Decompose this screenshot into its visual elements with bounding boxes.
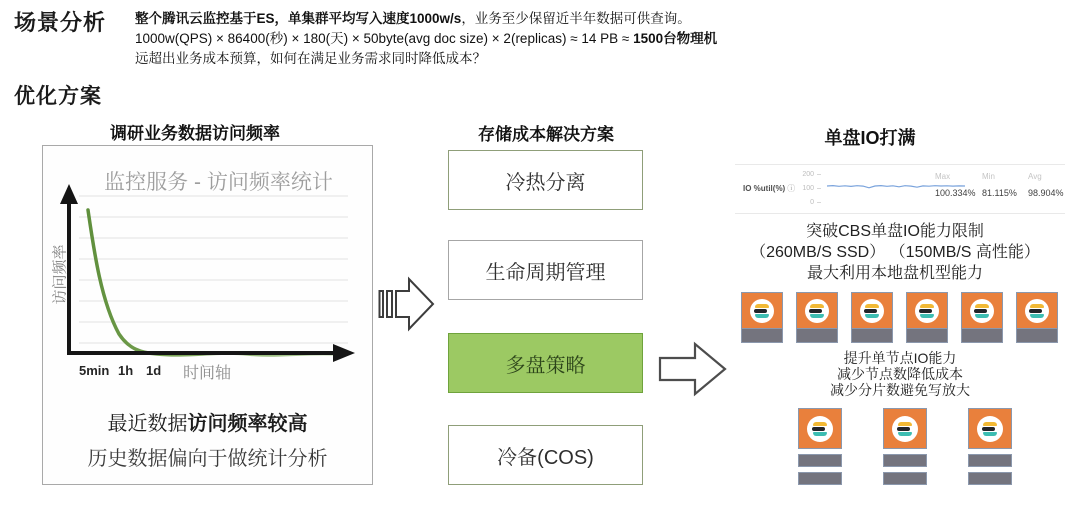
cbs-line-1: 突破CBS单盘IO能力限制 xyxy=(806,223,984,240)
elasticsearch-logo-icon xyxy=(750,299,774,323)
elasticsearch-logo-icon xyxy=(805,299,829,323)
elasticsearch-logo-icon xyxy=(1025,299,1049,323)
node-line-3: 减少分片数避免写放大 xyxy=(830,382,970,398)
access-frequency-curve xyxy=(88,210,339,355)
y-axis-label: 访问频率 xyxy=(51,244,69,305)
x-tick-1d: 1d xyxy=(146,363,162,378)
elasticsearch-logo-icon xyxy=(807,416,833,442)
stat-value: 100.334% xyxy=(935,188,976,198)
shard-bar xyxy=(883,472,927,485)
scenario-line-3: 远超出业务成本预算，如何在满足业务需求同时降低成本？ xyxy=(135,51,486,66)
cbs-line-3: 最大利用本地盘机型能力 xyxy=(806,265,983,282)
io-metric-text: IO %util(%) xyxy=(743,184,786,193)
io-monitor-panel xyxy=(735,164,1065,214)
shard-bar xyxy=(798,472,842,485)
disk-strip xyxy=(906,329,948,343)
node-line-2: 减少节点数降低成本 xyxy=(837,366,963,382)
es-disk-icon xyxy=(961,292,1003,343)
shard-bar xyxy=(968,472,1012,485)
solution-box-multi-disk-strategy xyxy=(448,333,643,393)
shard-bar xyxy=(883,454,927,467)
solution-label: 冷热分离 xyxy=(505,171,586,194)
solution-box-cold-hot-separation xyxy=(448,150,643,210)
stat-value: 98.904% xyxy=(1028,188,1064,198)
cbs-capability-text xyxy=(725,221,1065,284)
optimization-heading: 优化方案 xyxy=(14,85,102,108)
survey-heading: 调研业务数据访问频率 xyxy=(110,124,280,143)
disk-strip xyxy=(961,329,1003,343)
es-disk-icon xyxy=(851,292,893,343)
scenario-analysis-text xyxy=(135,9,975,69)
es-disk-icon xyxy=(1016,292,1058,343)
es-disk-icon xyxy=(906,292,948,343)
es-node-icon xyxy=(883,408,927,485)
elasticsearch-logo-icon xyxy=(970,299,994,323)
axes xyxy=(60,184,355,362)
solution-label: 冷备(COS) xyxy=(497,446,594,469)
io-stat-avg xyxy=(1028,172,1080,198)
x-tick-1h: 1h xyxy=(118,363,134,378)
io-heading: 单盘IO打满 xyxy=(824,128,916,148)
shard-bar xyxy=(798,454,842,467)
scenario-line-1-bold: 整个腾讯云监控基于ES，单集群平均写入速度1000w/s xyxy=(135,11,462,26)
elasticsearch-logo-icon xyxy=(915,299,939,323)
disk-strip xyxy=(851,329,893,343)
right-arrow-icon xyxy=(658,338,728,400)
chart-title: 监控服务 - 访问频率统计 xyxy=(104,171,333,194)
chart-note-history: 历史数据偏向于做统计分析 xyxy=(87,448,328,470)
es-disk-icon xyxy=(741,292,783,343)
es-node-icon xyxy=(798,408,842,485)
y-tick-label: 100 xyxy=(802,184,814,192)
stat-label: Avg xyxy=(1028,172,1042,181)
cbs-line-2: （260MB/S SSD） （150MB/S 高性能） xyxy=(750,244,1040,261)
elasticsearch-logo-icon xyxy=(977,416,1003,442)
elasticsearch-logo-icon xyxy=(892,416,918,442)
disk-strip xyxy=(1016,329,1058,343)
striped-arrow-icon xyxy=(378,274,435,334)
es-disk-icon xyxy=(796,292,838,343)
solution-label: 多盘策略 xyxy=(505,354,586,377)
node-benefit-text xyxy=(760,350,1040,398)
io-y-ticks xyxy=(785,167,821,209)
scenario-line-2 xyxy=(135,29,975,49)
y-tick-label: 0 xyxy=(810,198,814,206)
stat-label: Min xyxy=(982,172,995,181)
scenario-line-2-bold: 1500台物理机 xyxy=(633,31,718,46)
chart-note-recent xyxy=(43,407,372,436)
solution-box-cold-backup-cos xyxy=(448,425,643,485)
scenario-line-2-main: 1000w(QPS) × 86400(秒) × 180(天) × 50byte(avg doc size) × 2(replicas) ≈ 14 PB ≈ xyxy=(135,31,634,46)
scenario-line-1-rest: ，业务至少保留近半年数据可供查询。 xyxy=(461,11,691,26)
shard-bar xyxy=(968,454,1012,467)
es-disk-row xyxy=(741,292,1058,343)
y-tick-label: 200 xyxy=(802,170,814,178)
solution-box-lifecycle-management xyxy=(448,240,643,300)
es-node-row xyxy=(798,408,1012,485)
node-line-1: 提升单节点IO能力 xyxy=(843,350,957,366)
note-recent-bold: 访问频率较高 xyxy=(187,413,308,435)
note-recent-prefix: 最近数据 xyxy=(107,413,188,435)
scenario-heading: 场景分析 xyxy=(14,10,107,35)
stat-value: 81.115% xyxy=(982,188,1017,198)
disk-strip xyxy=(741,329,783,343)
y-tick-100 xyxy=(785,181,821,195)
scenario-line-1 xyxy=(135,9,975,29)
y-tick-0 xyxy=(785,195,821,209)
access-frequency-chart-card xyxy=(42,145,373,485)
x-tick-5min: 5min xyxy=(79,363,110,378)
disk-strip xyxy=(796,329,838,343)
info-icon: ⓘ xyxy=(787,184,796,193)
es-node-icon xyxy=(968,408,1012,485)
y-tick-200 xyxy=(785,167,821,181)
solutions-heading: 存储成本解决方案 xyxy=(478,125,614,144)
stat-label: Max xyxy=(935,172,951,181)
gridlines xyxy=(79,196,348,343)
x-axis-label: 时间轴 xyxy=(183,365,232,382)
solution-label: 生命周期管理 xyxy=(485,261,606,284)
elasticsearch-logo-icon xyxy=(860,299,884,323)
